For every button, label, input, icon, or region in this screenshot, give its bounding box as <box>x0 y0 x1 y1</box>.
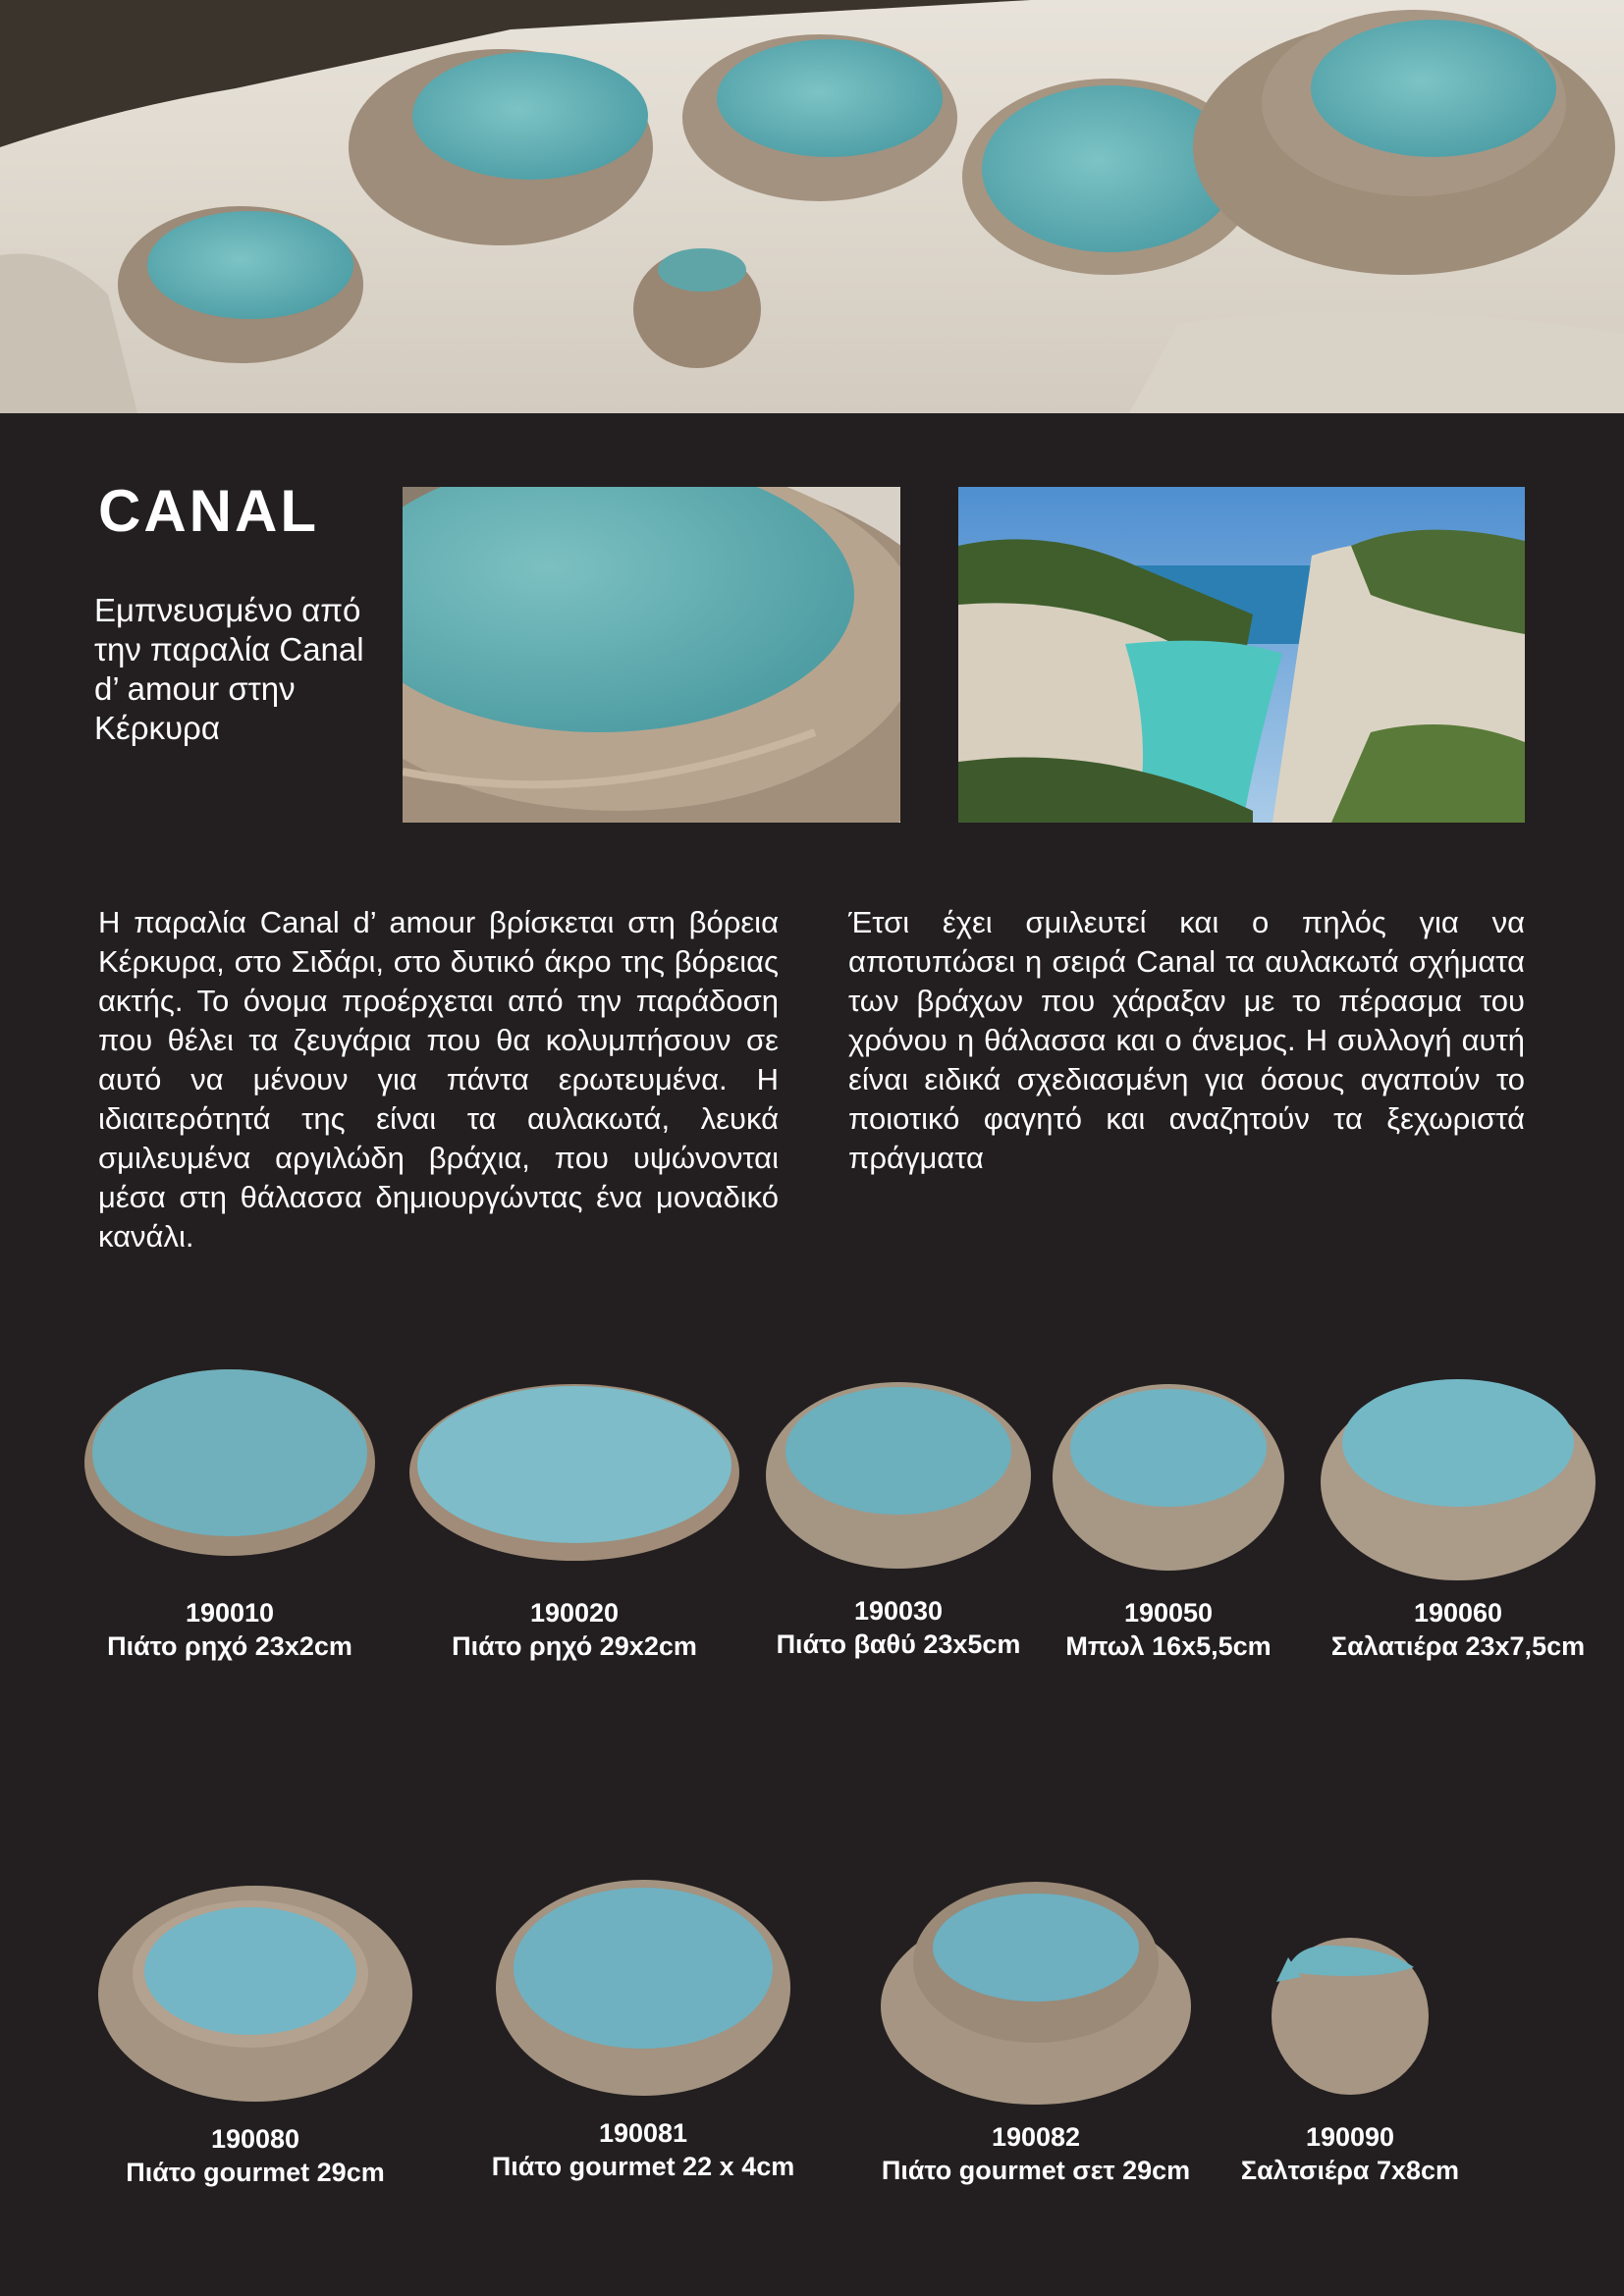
description-right: Έτσι έχει σμιλευτεί και ο πηλός για να αποτυπώσει η σειρά Canal τα αυλακωτά σχήματα των βράχων που χάραξαν με το πέρασμα του χρόνου η θάλασσα και ο άνεμος. Η συλλογή αυτή είναι ειδικά σχεδιασμένη για όσους αγαπούν το ποιοτικό φαγητό και αναζητούν τα ξεχωριστά πράγματα <box>848 905 1525 1175</box>
product-name: Μπωλ 16x5,5cm <box>1065 1631 1272 1661</box>
product-code: 190030 <box>853 1596 944 1626</box>
product-190082 <box>864 1859 1208 2187</box>
product-name: Πιάτο βαθύ 23x5cm <box>776 1629 1021 1659</box>
product-190010 <box>82 1335 377 1663</box>
product-code: 190082 <box>991 2122 1081 2152</box>
gourmet-set-image <box>864 1859 1208 2114</box>
hero-photo <box>0 0 1624 413</box>
product-190090 <box>1227 1859 1473 2187</box>
collection-subtitle: Εμπνευσμένο από την παραλία Canal d’ amour στην Κέρκυρα <box>94 592 364 746</box>
product-name: Πιάτο gourmet σετ 29cm <box>881 2156 1191 2185</box>
product-code: 190050 <box>1123 1598 1214 1628</box>
product-name: Πιάτο ρηχό 29x2cm <box>452 1631 697 1661</box>
product-name: Σαλτσιέρα 7x8cm <box>1240 2156 1460 2185</box>
product-code: 190081 <box>598 2118 688 2148</box>
product-code: 190010 <box>185 1598 275 1628</box>
product-name: Πιάτο gourmet 22 x 4cm <box>491 2152 795 2181</box>
product-code: 190080 <box>210 2124 300 2154</box>
product-code: 190060 <box>1413 1598 1503 1628</box>
deep-plate-image <box>761 1333 1036 1588</box>
product-name: Πιάτο gourmet 29cm <box>126 2158 385 2187</box>
product-190020 <box>407 1335 741 1663</box>
description-left: Η παραλία Canal d’ amour βρίσκεται στη βόρεια Κέρκυρα, στο Σιδάρι, στο δυτικό άκρο της βόρειας ακτής. Το όνομα προέρχεται από την παράδοση που θέλει τα ζευγάρια που θα κολυμπήσουν σε αυτό να μένουν για πάντα ερωτευμένα. Η ιδιαιτερότητά της είναι τα αυλακωτά, λευκά σμιλευμένα αργιλώδη βράχια, που υψώνονται μέσα στη θάλασσα δημιουργώντας ένα μοναδικό κανάλι. <box>98 905 779 1254</box>
salad-bowl-image <box>1316 1335 1600 1590</box>
flat-plate-23-image <box>82 1335 377 1590</box>
product-190060 <box>1316 1335 1600 1663</box>
product-190050 <box>1051 1335 1286 1663</box>
gourmet-plate-29-image <box>93 1861 417 2116</box>
product-code: 190020 <box>529 1598 620 1628</box>
product-name: Πιάτο ρηχό 23x2cm <box>107 1631 352 1661</box>
product-name: Σαλατιέρα 23x7,5cm <box>1330 1631 1586 1661</box>
bowl-image <box>1051 1335 1286 1590</box>
sauce-boat-image <box>1227 1859 1473 2114</box>
flat-plate-29-image <box>407 1335 741 1590</box>
plate-detail-photo <box>403 487 900 823</box>
product-190081 <box>476 1855 810 2183</box>
product-190080 <box>93 1861 417 2189</box>
product-code: 190090 <box>1305 2122 1395 2152</box>
collection-title: CANAL <box>98 478 319 544</box>
product-190030 <box>761 1333 1036 1661</box>
canal-damour-beach-photo <box>958 487 1525 823</box>
gourmet-plate-22-image <box>476 1855 810 2110</box>
